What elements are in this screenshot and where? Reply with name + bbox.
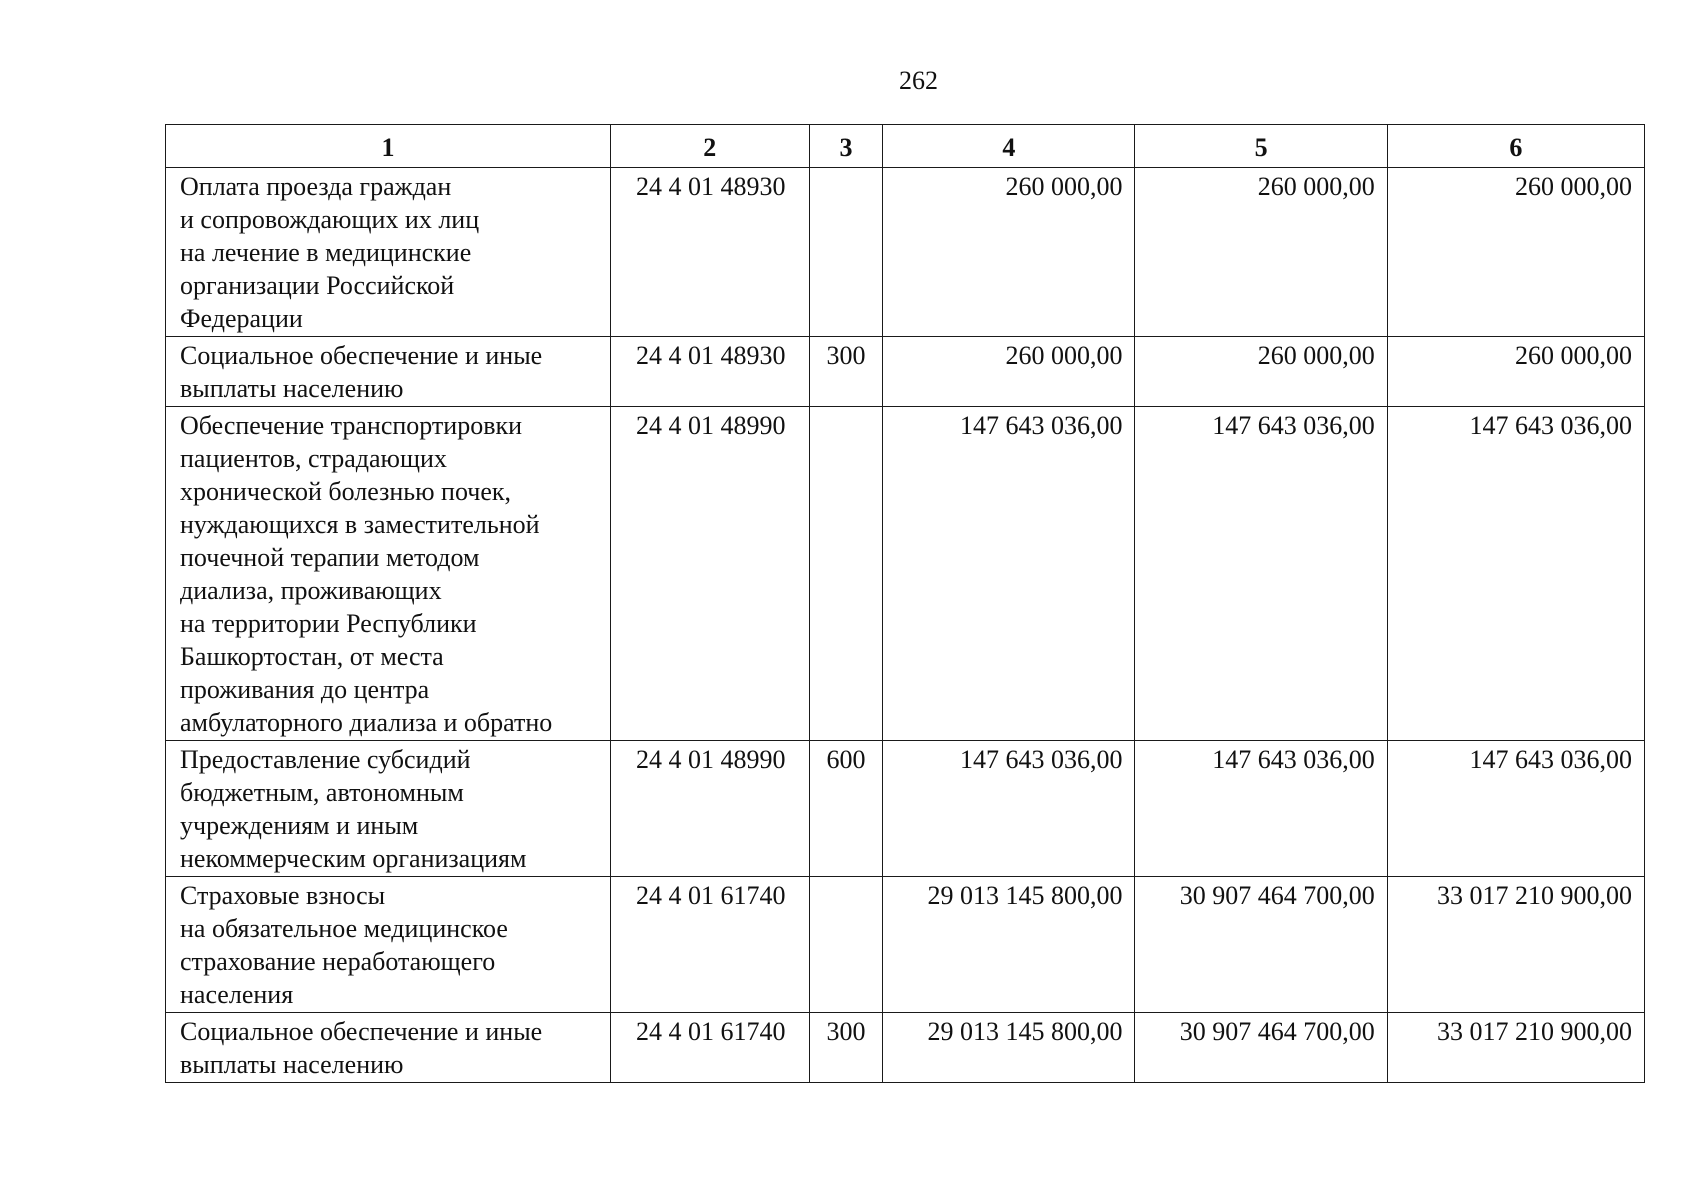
row-name-line: Обеспечение транспортировки (180, 411, 523, 440)
amount-year-2-cell: 147 643 036,00 (1135, 741, 1387, 877)
amount-year-1-cell: 260 000,00 (883, 168, 1135, 337)
table-row (166, 168, 1645, 337)
target-article-code-cell: 24 4 01 48930 (610, 168, 809, 337)
row-name-line: некоммерческим организациям (180, 844, 527, 873)
row-name-line: Предоставление субсидий (180, 745, 471, 774)
header-cell: 2 (610, 125, 809, 168)
target-article-code-cell: 24 4 01 61740 (610, 877, 809, 1013)
row-name-line: на обязательное медицинское (180, 914, 508, 943)
table-row (166, 877, 1645, 1013)
expense-type-code-cell (809, 168, 883, 337)
header-cell: 1 (166, 125, 611, 168)
amount-year-2-cell: 30 907 464 700,00 (1135, 877, 1387, 1013)
row-name-line: населения (180, 980, 294, 1009)
row-name-line: на территории Республики (180, 609, 477, 638)
row-name-cell (166, 877, 611, 1013)
row-name-line: Федерации (180, 304, 303, 333)
row-name-cell (166, 1013, 611, 1083)
table-row (166, 1013, 1645, 1083)
row-name-line: Социальное обеспечение и иные (180, 341, 543, 370)
amount-year-3-cell: 33 017 210 900,00 (1387, 877, 1644, 1013)
target-article-code-cell: 24 4 01 48990 (610, 741, 809, 877)
target-article-code-cell: 24 4 01 48990 (610, 407, 809, 741)
amount-year-3-cell: 147 643 036,00 (1387, 407, 1644, 741)
row-name-line: пациентов, страдающих (180, 444, 447, 473)
expense-type-code-cell: 300 (809, 1013, 883, 1083)
table-row (166, 407, 1645, 741)
header-row (166, 125, 1645, 168)
amount-year-2-cell: 30 907 464 700,00 (1135, 1013, 1387, 1083)
amount-year-2-cell: 260 000,00 (1135, 168, 1387, 337)
amount-year-3-cell: 147 643 036,00 (1387, 741, 1644, 877)
table-row (166, 741, 1645, 877)
row-name-line: проживания до центра (180, 675, 430, 704)
budget-table (165, 124, 1645, 1083)
amount-year-3-cell: 260 000,00 (1387, 168, 1644, 337)
amount-year-2-cell: 147 643 036,00 (1135, 407, 1387, 741)
table-body (166, 168, 1645, 1083)
amount-year-1-cell: 147 643 036,00 (883, 407, 1135, 741)
amount-year-3-cell: 260 000,00 (1387, 337, 1644, 407)
amount-year-1-cell: 260 000,00 (883, 337, 1135, 407)
expense-type-code-cell (809, 877, 883, 1013)
row-name-cell (166, 337, 611, 407)
row-name-line: организации Российской (180, 271, 455, 300)
row-name-line: учреждениям и иным (180, 811, 419, 840)
row-name-cell (166, 168, 611, 337)
header-cell: 6 (1387, 125, 1644, 168)
row-name-line: Башкортостан, от места (180, 642, 444, 671)
expense-type-code-cell: 600 (809, 741, 883, 877)
target-article-code-cell: 24 4 01 48930 (610, 337, 809, 407)
target-article-code-cell: 24 4 01 61740 (610, 1013, 809, 1083)
row-name-line: нуждающихся в заместительной (180, 510, 540, 539)
amount-year-1-cell: 29 013 145 800,00 (883, 1013, 1135, 1083)
row-name-line: выплаты населению (180, 1050, 404, 1079)
row-name-line: Страховые взносы (180, 881, 386, 910)
row-name-line: Социальное обеспечение и иные (180, 1017, 543, 1046)
amount-year-1-cell: 147 643 036,00 (883, 741, 1135, 877)
row-name-line: выплаты населению (180, 374, 404, 403)
row-name-line: страхование неработающего (180, 947, 496, 976)
amount-year-1-cell: 29 013 145 800,00 (883, 877, 1135, 1013)
row-name-line: Оплата проезда граждан (180, 172, 452, 201)
page-number: 262 (899, 66, 938, 95)
row-name-line: почечной терапии методом (180, 543, 480, 572)
header-cell: 5 (1135, 125, 1387, 168)
expense-type-code-cell (809, 407, 883, 741)
row-name-line: хронической болезнью почек, (180, 477, 512, 506)
header-cell: 3 (809, 125, 883, 168)
expense-type-code-cell: 300 (809, 337, 883, 407)
row-name-line: бюджетным, автономным (180, 778, 464, 807)
amount-year-2-cell: 260 000,00 (1135, 337, 1387, 407)
amount-year-3-cell: 33 017 210 900,00 (1387, 1013, 1644, 1083)
row-name-line: и сопровождающих их лиц (180, 205, 480, 234)
table-row (166, 337, 1645, 407)
row-name-cell (166, 407, 611, 741)
row-name-cell (166, 741, 611, 877)
header-cell: 4 (883, 125, 1135, 168)
row-name-line: на лечение в медицинские (180, 238, 472, 267)
row-name-line: диализа, проживающих (180, 576, 442, 605)
row-name-line: амбулаторного диализа и обратно (180, 708, 553, 737)
